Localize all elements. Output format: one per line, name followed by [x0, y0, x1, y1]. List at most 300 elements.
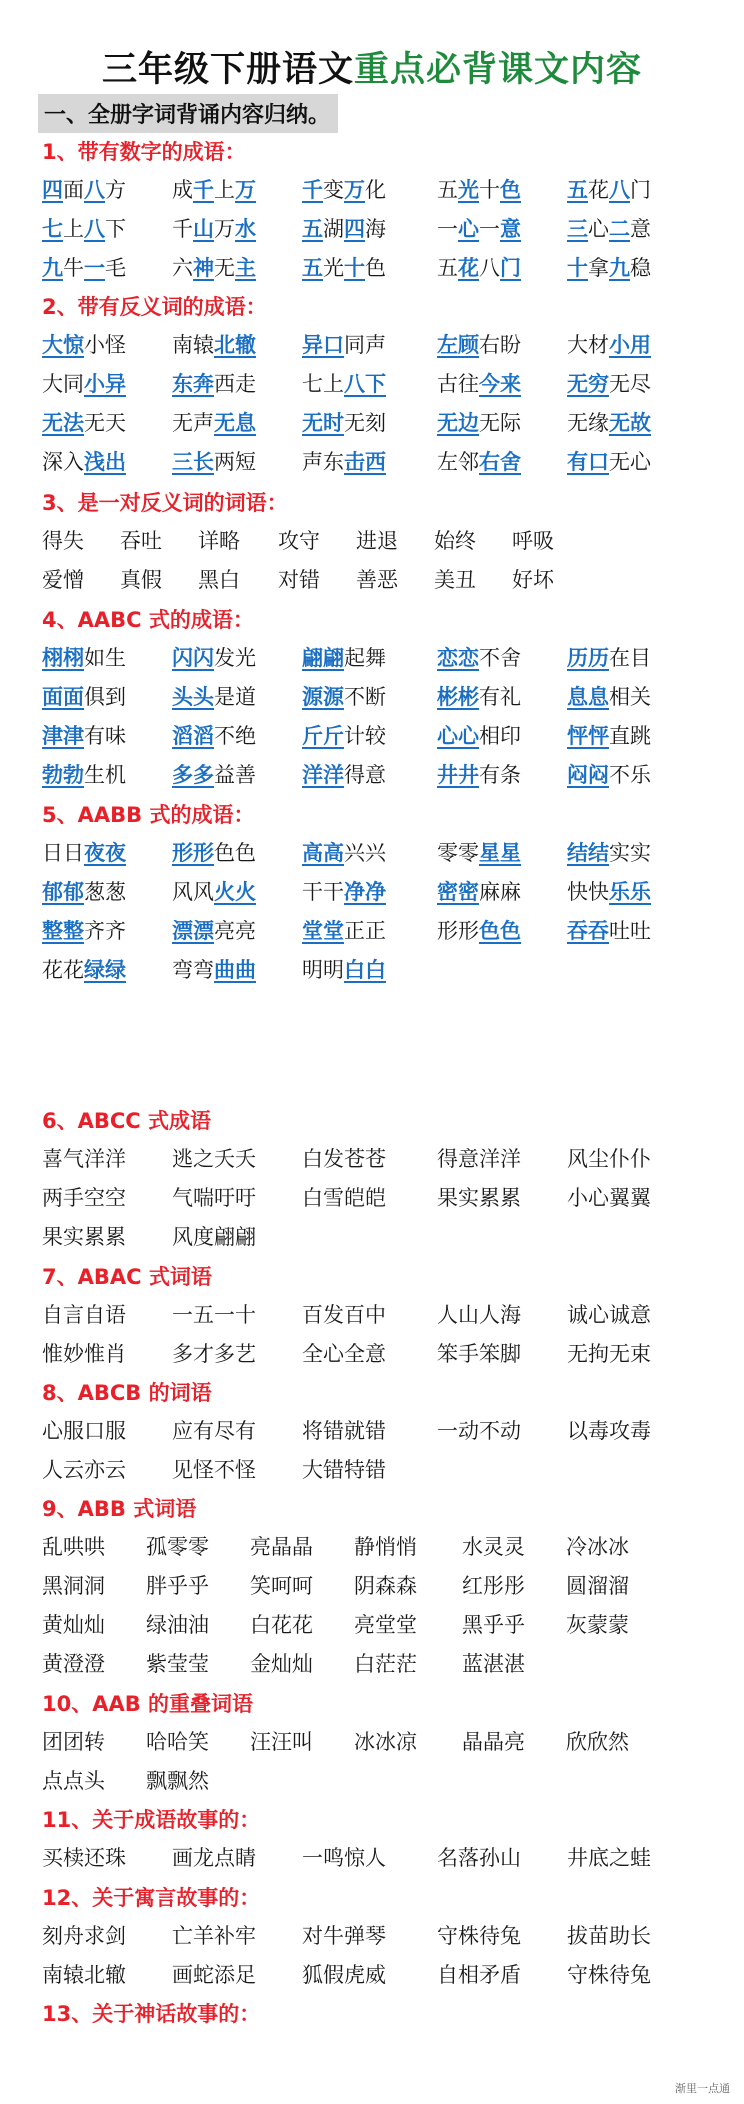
term	[42, 834, 126, 873]
term-key-chars: 色	[500, 178, 521, 202]
term	[302, 210, 386, 249]
term-chars: 晶晶亮	[462, 1730, 525, 1754]
term-row	[42, 365, 702, 404]
term-key-chars: 万	[235, 178, 256, 202]
term-chars: 在目	[609, 646, 651, 670]
term	[42, 404, 126, 443]
term	[172, 639, 256, 678]
term-chars: 对错	[278, 568, 320, 592]
term	[567, 1839, 651, 1878]
term	[146, 1762, 209, 1801]
term	[42, 951, 126, 990]
term-chars: 点点头	[42, 1769, 105, 1793]
term	[146, 1606, 209, 1645]
term	[250, 1645, 313, 1684]
term	[42, 1723, 105, 1762]
term-key-chars: 井井	[437, 763, 479, 787]
term	[42, 1335, 126, 1374]
term-chars: 快快	[567, 880, 609, 904]
term-chars: 全心全意	[302, 1342, 386, 1366]
term-chars: 一动不动	[437, 1419, 521, 1443]
term	[567, 365, 651, 404]
term	[437, 1140, 521, 1179]
term	[146, 1528, 209, 1567]
section-title: 2、带有反义词的成语：	[42, 295, 267, 319]
term-key-chars: 津津	[42, 724, 84, 748]
term-chars: 葱葱	[84, 880, 126, 904]
term	[567, 404, 651, 443]
term	[42, 873, 126, 912]
term	[437, 326, 521, 365]
term	[567, 1956, 651, 1995]
term-row	[42, 404, 702, 443]
term-key-chars: 九	[42, 256, 63, 280]
term	[172, 210, 256, 249]
term-key-chars: 浅出	[84, 450, 126, 474]
term-row	[42, 326, 702, 365]
term-row	[42, 834, 702, 873]
term-key-chars: 斤斤	[302, 724, 344, 748]
part-heading: 一、全册字词背诵内容归纳。	[38, 94, 338, 133]
term-chars: 无天	[84, 411, 126, 435]
section-title: 8、ABCB 的词语	[42, 1381, 212, 1405]
term-chars: 心服口服	[42, 1419, 126, 1443]
term-chars: 有味	[84, 724, 126, 748]
term	[42, 756, 126, 795]
term-key-chars: 洋洋	[302, 763, 344, 787]
term-chars: 吐吐	[609, 919, 651, 943]
term-chars: 逃之夭夭	[172, 1147, 256, 1171]
term	[42, 1956, 126, 1995]
term-key-chars: 异口	[302, 333, 344, 357]
term-key-chars: 历历	[567, 646, 609, 670]
term-chars: 白花花	[250, 1613, 313, 1637]
term-chars: 小心翼翼	[567, 1186, 651, 1210]
term-chars: 生机	[84, 763, 126, 787]
term	[42, 1412, 126, 1451]
term	[302, 171, 386, 210]
term-key-chars: 五	[567, 178, 588, 202]
term-chars: 以毒攻毒	[567, 1419, 651, 1443]
term	[512, 522, 554, 561]
term-key-chars: 整整	[42, 919, 84, 943]
term-chars: 白发苍苍	[302, 1147, 386, 1171]
term-chars: 计较	[344, 724, 386, 748]
term-chars: 水灵灵	[462, 1535, 525, 1559]
term	[437, 873, 521, 912]
term-chars: 风风	[172, 880, 214, 904]
term-chars: 拿	[588, 256, 609, 280]
term-chars: 五	[437, 256, 458, 280]
term-key-chars: 山	[193, 217, 214, 241]
term	[172, 1956, 256, 1995]
term-chars: 黄澄澄	[42, 1652, 105, 1676]
term-key-chars: 四	[344, 217, 365, 241]
watermark: 渐里一点通	[675, 2082, 730, 2095]
term-chars: 百发百中	[302, 1303, 386, 1327]
term-chars: 冷冰冰	[566, 1535, 629, 1559]
term-key-chars: 勃勃	[42, 763, 84, 787]
section-10	[42, 1685, 702, 1801]
term-key-chars: 东奔	[172, 372, 214, 396]
term-chars: 对牛弹琴	[302, 1924, 386, 1948]
term	[42, 1528, 105, 1567]
term-chars: 蓝湛湛	[462, 1652, 525, 1676]
term-key-chars: 色色	[479, 919, 521, 943]
term	[302, 1839, 386, 1878]
term-key-chars: 源源	[302, 685, 344, 709]
term	[302, 678, 386, 717]
term-key-chars: 九	[609, 256, 630, 280]
term-row	[42, 873, 702, 912]
term-chars: 哈哈笑	[146, 1730, 209, 1754]
term	[566, 1606, 629, 1645]
term	[437, 1839, 521, 1878]
term	[250, 1528, 313, 1567]
term-chars: 光	[323, 256, 344, 280]
term-key-chars: 花	[458, 256, 479, 280]
term	[354, 1567, 417, 1606]
term	[42, 912, 126, 951]
term-key-chars: 有口	[567, 450, 609, 474]
term-key-chars: 无息	[214, 411, 256, 435]
term-key-chars: 八下	[344, 372, 386, 396]
term-key-chars: 面面	[42, 685, 84, 709]
term-chars: 汪汪叫	[250, 1730, 313, 1754]
term	[172, 404, 256, 443]
term	[172, 951, 256, 990]
term-chars: 两短	[214, 450, 256, 474]
term	[42, 249, 126, 288]
term-row	[42, 1451, 702, 1490]
term-key-chars: 神	[193, 256, 214, 280]
term-chars: 一	[437, 217, 458, 241]
term	[437, 639, 521, 678]
term-chars: 呼吸	[512, 529, 554, 553]
term-key-chars: 十	[567, 256, 588, 280]
term-row	[42, 1956, 702, 1995]
term	[172, 873, 256, 912]
term-key-chars: 多多	[172, 763, 214, 787]
term	[42, 678, 126, 717]
term-key-chars: 怦怦	[567, 724, 609, 748]
term-chars: 拔苗助长	[567, 1924, 651, 1948]
term	[302, 639, 386, 678]
term-key-chars: 头头	[172, 685, 214, 709]
term-key-chars: 曲曲	[214, 958, 256, 982]
term-chars: 无尽	[609, 372, 651, 396]
term-key-chars: 无边	[437, 411, 479, 435]
term-chars: 孤零零	[146, 1535, 209, 1559]
term	[567, 873, 651, 912]
term	[302, 834, 386, 873]
term-key-chars: 千	[193, 178, 214, 202]
term	[42, 1218, 126, 1257]
term-chars: 下	[105, 217, 126, 241]
term-chars: 心	[588, 217, 609, 241]
term-chars: 色色	[214, 841, 256, 865]
term	[437, 912, 521, 951]
term-chars: 不乐	[609, 763, 651, 787]
term	[250, 1567, 313, 1606]
term	[120, 522, 162, 561]
section-title: 4、AABC 式的成语：	[42, 608, 254, 632]
term-chars: 有条	[479, 763, 521, 787]
term-chars: 自言自语	[42, 1303, 126, 1327]
term	[302, 1335, 386, 1374]
term-row	[42, 1140, 702, 1179]
term-chars: 十	[479, 178, 500, 202]
term-row	[42, 443, 702, 482]
term-chars: 灰蒙蒙	[566, 1613, 629, 1637]
term-chars: 守株待兔	[437, 1924, 521, 1948]
term-chars: 欣欣然	[566, 1730, 629, 1754]
term-chars: 南辕北辙	[42, 1963, 126, 1987]
term-key-chars: 绿绿	[84, 958, 126, 982]
term-chars: 画蛇添足	[172, 1963, 256, 1987]
term-key-chars: 高高	[302, 841, 344, 865]
term-chars: 不舍	[479, 646, 521, 670]
term-key-chars: 白白	[344, 958, 386, 982]
term-chars: 七上	[302, 372, 344, 396]
term-key-chars: 八	[84, 217, 105, 241]
term	[278, 561, 320, 600]
term-chars: 狐假虎威	[302, 1963, 386, 1987]
term-chars: 小怪	[84, 333, 126, 357]
term-chars: 声东	[302, 450, 344, 474]
term-chars: 变	[323, 178, 344, 202]
term-chars: 明明	[302, 958, 344, 982]
term	[42, 1645, 105, 1684]
term	[437, 1917, 521, 1956]
term	[567, 210, 651, 249]
term-chars: 真假	[120, 568, 162, 592]
term-chars: 齐齐	[84, 919, 126, 943]
term-key-chars: 郁郁	[42, 880, 84, 904]
term-chars: 西走	[214, 372, 256, 396]
term-chars: 右盼	[479, 333, 521, 357]
term-chars: 得意洋洋	[437, 1147, 521, 1171]
term-chars: 人山人海	[437, 1303, 521, 1327]
term	[302, 365, 386, 404]
term-row	[42, 717, 702, 756]
term	[302, 951, 386, 990]
term-chars: 门	[630, 178, 651, 202]
term-key-chars: 滔滔	[172, 724, 214, 748]
term-chars: 刻舟求剑	[42, 1924, 126, 1948]
term-key-chars: 翩翩	[302, 646, 344, 670]
term-chars: 面	[63, 178, 84, 202]
term-row	[42, 171, 702, 210]
term-chars: 深入	[42, 450, 84, 474]
section-2	[42, 288, 702, 482]
section-7	[42, 1258, 702, 1374]
term-chars: 得意	[344, 763, 386, 787]
term	[42, 1762, 105, 1801]
term-chars: 同声	[344, 333, 386, 357]
term	[354, 1528, 417, 1567]
term-chars: 五	[437, 178, 458, 202]
term	[566, 1723, 629, 1762]
term-row	[42, 210, 702, 249]
term-key-chars: 彬彬	[437, 685, 479, 709]
term-chars: 白雪皑皑	[302, 1186, 386, 1210]
term-chars: 攻守	[278, 529, 320, 553]
term-key-chars: 今来	[479, 372, 521, 396]
term-key-chars: 闷闷	[567, 763, 609, 787]
term-key-chars: 大惊	[42, 333, 84, 357]
term-row	[42, 522, 702, 561]
term-key-chars: 光	[458, 178, 479, 202]
term-chars: 上	[214, 178, 235, 202]
term	[302, 1296, 386, 1335]
term	[42, 717, 126, 756]
term	[42, 1606, 105, 1645]
term	[42, 1296, 126, 1335]
term	[437, 249, 521, 288]
term-chars: 圆溜溜	[566, 1574, 629, 1598]
term	[512, 561, 554, 600]
term	[567, 756, 651, 795]
term-chars: 大同	[42, 372, 84, 396]
term-chars: 吞吐	[120, 529, 162, 553]
term-key-chars: 形形	[172, 841, 214, 865]
term	[302, 1917, 386, 1956]
term-chars: 买椟还珠	[42, 1846, 126, 1870]
term-key-chars: 无穷	[567, 372, 609, 396]
term-key-chars: 漂漂	[172, 919, 214, 943]
term-chars: 化	[365, 178, 386, 202]
term	[437, 443, 521, 482]
page-title	[0, 42, 744, 92]
term	[567, 1412, 651, 1451]
term-chars: 稳	[630, 256, 651, 280]
term-chars: 美丑	[434, 568, 476, 592]
term	[42, 171, 126, 210]
term-key-chars: 门	[500, 256, 521, 280]
term-chars: 如生	[84, 646, 126, 670]
term-chars: 色	[365, 256, 386, 280]
term	[434, 561, 476, 600]
term-chars: 益善	[214, 763, 256, 787]
term-chars: 海	[365, 217, 386, 241]
term-chars: 黑洞洞	[42, 1574, 105, 1598]
term	[437, 171, 521, 210]
term-row	[42, 249, 702, 288]
term-chars: 静悄悄	[354, 1535, 417, 1559]
term	[567, 1140, 651, 1179]
section-3	[42, 484, 702, 600]
term-chars: 一五一十	[172, 1303, 256, 1327]
term-chars: 亮堂堂	[354, 1613, 417, 1637]
term	[302, 404, 386, 443]
term-chars: 牛	[63, 256, 84, 280]
term-key-chars: 心	[458, 217, 479, 241]
term-chars: 无刻	[344, 411, 386, 435]
term	[437, 1296, 521, 1335]
term-chars: 无拘无束	[567, 1342, 651, 1366]
term	[42, 365, 126, 404]
term-chars: 黑乎乎	[462, 1613, 525, 1637]
term-chars: 零零	[437, 841, 479, 865]
term-chars: 弯弯	[172, 958, 214, 982]
term	[354, 1723, 417, 1762]
term	[172, 756, 256, 795]
term	[462, 1723, 525, 1762]
term	[146, 1645, 209, 1684]
term	[567, 912, 651, 951]
term	[437, 678, 521, 717]
section-8	[42, 1374, 702, 1490]
term-chars: 守株待兔	[567, 1963, 651, 1987]
term	[437, 210, 521, 249]
section-11	[42, 1801, 702, 1878]
section-title: 5、AABB 式的成语：	[42, 803, 255, 827]
term	[462, 1528, 525, 1567]
term-chars: 花	[588, 178, 609, 202]
term	[172, 1218, 256, 1257]
term	[172, 171, 256, 210]
term	[354, 1606, 417, 1645]
term-chars: 胖乎乎	[146, 1574, 209, 1598]
term	[172, 1412, 256, 1451]
term	[437, 1956, 521, 1995]
term-chars: 日日	[42, 841, 84, 865]
term	[567, 834, 651, 873]
term-key-chars: 左顾	[437, 333, 479, 357]
term-chars: 紫莹莹	[146, 1652, 209, 1676]
term	[437, 404, 521, 443]
term	[172, 1296, 256, 1335]
term-chars: 气喘吁吁	[172, 1186, 256, 1210]
term-chars: 黑白	[198, 568, 240, 592]
term-chars: 实实	[609, 841, 651, 865]
term-chars: 果实累累	[42, 1225, 126, 1249]
term	[172, 912, 256, 951]
term	[567, 1335, 651, 1374]
term	[356, 561, 398, 600]
term-chars: 俱到	[84, 685, 126, 709]
term	[172, 1140, 256, 1179]
term	[302, 1412, 386, 1451]
term-key-chars: 五	[302, 217, 323, 241]
term-chars: 直跳	[609, 724, 651, 748]
term-key-chars: 心心	[437, 724, 479, 748]
term	[356, 522, 398, 561]
title-part-1: 三年级下册语文	[101, 50, 354, 90]
term	[146, 1567, 209, 1606]
term-chars: 六	[172, 256, 193, 280]
term-key-chars: 一	[84, 256, 105, 280]
term-key-chars: 夜夜	[84, 841, 126, 865]
term	[437, 1179, 521, 1218]
term	[172, 834, 256, 873]
term	[42, 639, 126, 678]
term	[567, 443, 651, 482]
term	[198, 561, 240, 600]
term-chars: 风尘仆仆	[567, 1147, 651, 1171]
term-key-chars: 无时	[302, 411, 344, 435]
term-row	[42, 912, 702, 951]
term-key-chars: 息息	[567, 685, 609, 709]
term-key-chars: 结结	[567, 841, 609, 865]
term	[437, 365, 521, 404]
term-chars: 大错特错	[302, 1458, 386, 1482]
term-chars: 多才多艺	[172, 1342, 256, 1366]
term-chars: 亮晶晶	[250, 1535, 313, 1559]
term	[434, 522, 476, 561]
term	[437, 834, 521, 873]
